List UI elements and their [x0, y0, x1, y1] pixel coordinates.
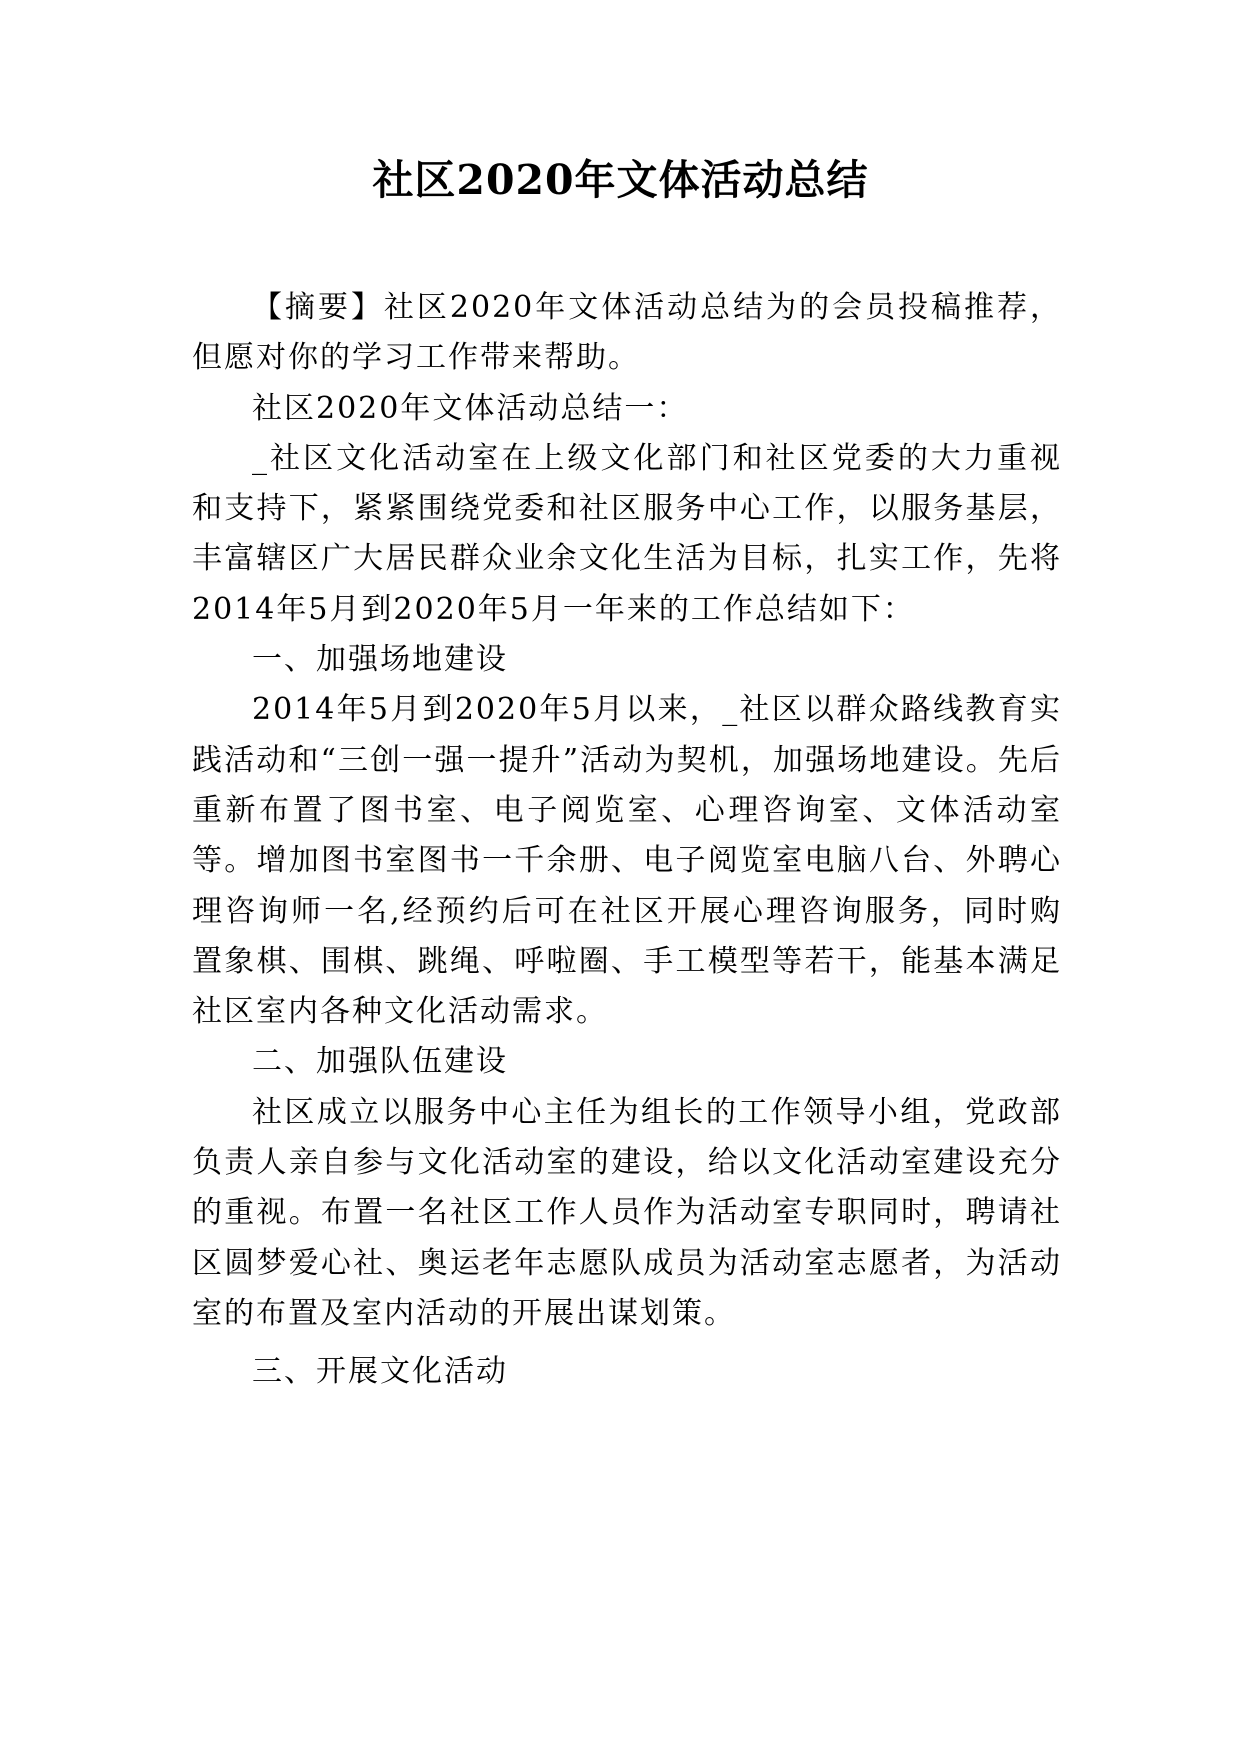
document-body — [192, 283, 1062, 1398]
section-heading-3: 三、开展文化活动 — [252, 1354, 508, 1390]
document-title: 社区2020年文体活动总结 — [372, 156, 869, 204]
section-paragraph-1: 2014年5月到2020年5月以来，_社区以群众路线教育实践活动和“三创一强一提升”活动为契机，加强场地建设。先后重新布置了图书室、电子阅览室、心理咨询室、文体活动室等。增加图书室图书一千余册、电子阅览室电脑八台、外聘心理咨询师一名,经预约后可在社区开展心理咨询服务，同时购置象棋、围棋、跳绳、呼啦圈、手工模型等若干，能基本满足社区室内各种文化活动需求。 — [192, 692, 1062, 1030]
section-paragraph-2: 社区成立以服务中心主任为组长的工作领导小组，党政部负责人亲自参与文化活动室的建设，给以文化活动室建设充分的重视。布置一名社区工作人员作为活动室专职同时，聘请社区圆梦爱心社、奥运老年志愿队成员为活动室志愿者，为活动室的布置及室内活动的开展出谋划策。 — [192, 1094, 1062, 1331]
section-heading-2: 二、加强队伍建设 — [252, 1044, 508, 1080]
section-intro-heading: 社区2020年文体活动总结一： — [252, 390, 689, 426]
intro-paragraph: _社区文化活动室在上级文化部门和社区党委的大力重视和支持下，紧紧围绕党委和社区服务中心工作，以服务基层，丰富辖区广大居民群众业余文化生活为目标，扎实工作，先将2014年5月到2020年5月一年来的工作总结如下： — [192, 440, 1062, 627]
section-heading-1: 一、加强场地建设 — [252, 642, 508, 678]
abstract-paragraph: 【摘要】社区2020年文体活动总结为的会员投稿推荐，但愿对你的学习工作带来帮助。 — [192, 290, 1062, 376]
